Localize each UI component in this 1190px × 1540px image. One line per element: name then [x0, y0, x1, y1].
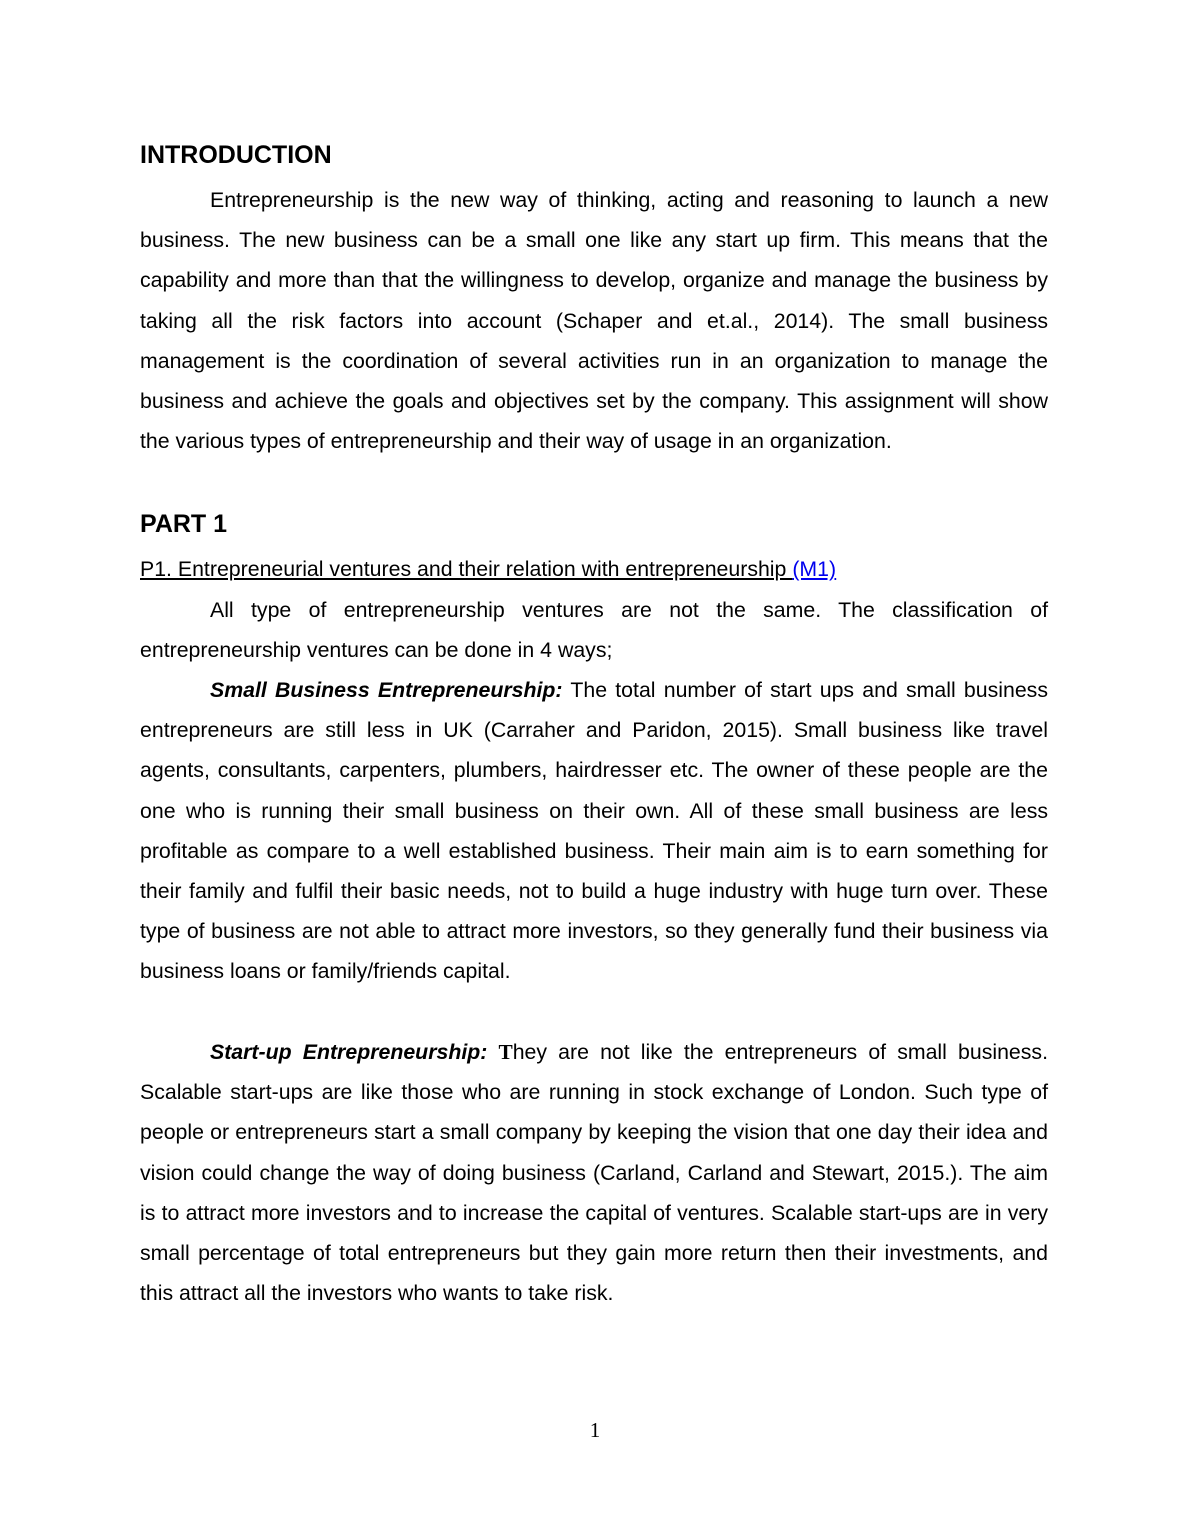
p1-subheading-text: P1. Entrepreneurial ventures and their relation with entrepreneurship: [140, 557, 793, 581]
introduction-heading: INTRODUCTION: [140, 141, 332, 169]
small-business-paragraph: [140, 670, 1048, 992]
startup-text: hey are not like the entrepreneurs of small business. Scalable start-ups are like those who are running in stock exchange of London. Such type of people or entrepreneurs start a small company by keeping the vision that one day their idea and vision could change the way of doing business (Carland, Carland and Stewart, 2015.). The aim is to attract more investors and to increase the capital of ventures. Scalable start-ups are in very small percentage of total entrepreneurs but they gain more return then their investments, and this attract all the investors who wants to take risk.: [140, 1040, 1048, 1306]
part1-heading: PART 1: [140, 510, 228, 538]
introduction-paragraph: Entrepreneurship is the new way of thinking, acting and reasoning to launch a new business. The new business can be a small one like any start up firm. This means that the capability and more than that the willingness to develop, organize and manage the business by taking all the risk factors into account (Schaper and et.al., 2014). The small business management is the coordination of several activities run in an organization to manage the business and achieve the goals and objectives set by the company. This assignment will show the various types of entrepreneurship and their way of usage in an organization.: [140, 188, 1048, 454]
m1-link[interactable]: (M1): [792, 557, 837, 581]
page-number: 1: [589, 1418, 601, 1442]
startup-paragraph: [140, 1032, 1048, 1313]
small-business-label: Small Business Entrepreneurship:: [210, 678, 563, 702]
startup-label: Start-up Entrepreneurship:: [210, 1040, 488, 1064]
ventures-intro-paragraph: All type of entrepreneurship ventures are not the same. The classification of entrepreneurship ventures can be done in 4 ways;: [140, 598, 1048, 663]
small-business-text: The total number of start ups and small business entrepreneurs are still less in UK (Carraher and Paridon, 2015). Small business like travel agents, consultants, carpenters, plumbers, hairdresser etc. The owner of these people are the one who is running their small business on their own. All of these small business are less profitable as compare to a well established business. Their main aim is to earn something for their family and fulfil their basic needs, not to build a huge industry with huge turn over. These type of business are not able to attract more investors, so they generally fund their business via business loans or family/friends capital.: [140, 678, 1048, 984]
startup-first-letter: T: [498, 1040, 513, 1064]
p1-subheading: [140, 557, 836, 582]
